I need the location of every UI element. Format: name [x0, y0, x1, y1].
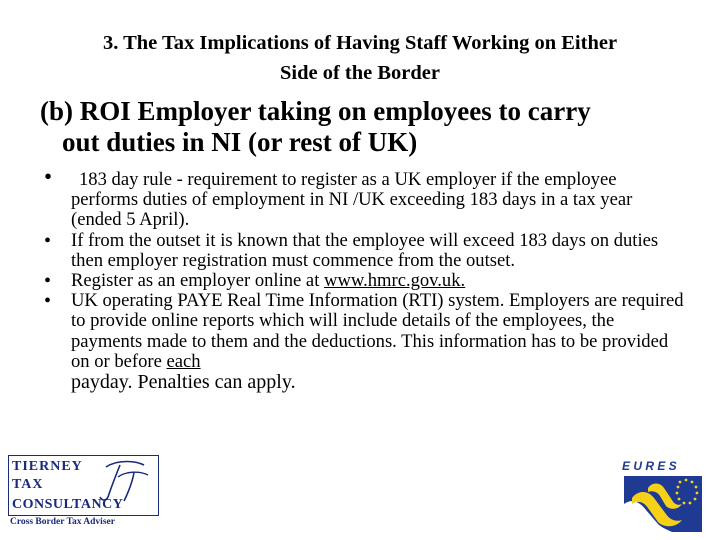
penalty-period: . [290, 371, 296, 394]
bullet-list [44, 164, 684, 394]
bullet-item [44, 164, 684, 231]
eures-logo [618, 458, 710, 538]
bullet-text: UK operating PAYE Real Time Information (RTI) system. Employers are required to provide online reports which will include details of the employees, the payments made to them and the deductions. This information has to be provided on or before [71, 290, 684, 372]
hmrc-link[interactable]: www.hmrc.gov.uk. [324, 270, 466, 292]
logo-line-consultancy: CONSULTANCY [12, 497, 124, 512]
logo-line-tierney: TIERNEY [12, 459, 83, 474]
logo-line-tax: TAX [12, 477, 44, 492]
bullet-item [44, 271, 684, 291]
each-emphasis: each [166, 350, 201, 372]
heading-line-2: out duties in NI (or rest of UK) [62, 127, 418, 157]
bullet-dot-icon: • [44, 164, 53, 189]
bullet-item [44, 291, 684, 393]
bullet-text: Register as an employer online at [71, 270, 325, 292]
eures-wordmark: E U R E S [622, 459, 677, 473]
bullet-dot-icon: • [44, 290, 52, 313]
tierney-tax-logo [8, 455, 166, 527]
title-line-2: Side of the Border [280, 62, 440, 84]
slide-title [20, 28, 700, 88]
eures-emblem-icon [624, 476, 702, 532]
bullet-item [44, 231, 684, 271]
bullet-text: 183 day rule - requirement to register as a UK employer if the employee performs duties of employment in NI /UK exceeding 183 days in a tax year (ended 5 April). [71, 169, 633, 231]
title-line-1: 3. The Tax Implications of Having Staff Working on Either [102, 32, 618, 54]
section-heading [40, 96, 700, 158]
bullet-text: If from the outset it is known that the employee will exceed 183 days on duties then employer registration must commence from the outset. [71, 229, 659, 271]
heading-line-1: (b) ROI Employer taking on employees to carry [40, 96, 591, 126]
bullet-dot-icon: • [44, 229, 52, 252]
bullet-dot-icon: • [44, 270, 52, 293]
logo-tagline: Cross Border Tax Adviser [10, 517, 115, 527]
penalty-text: payday. Penalties can apply [71, 371, 291, 394]
